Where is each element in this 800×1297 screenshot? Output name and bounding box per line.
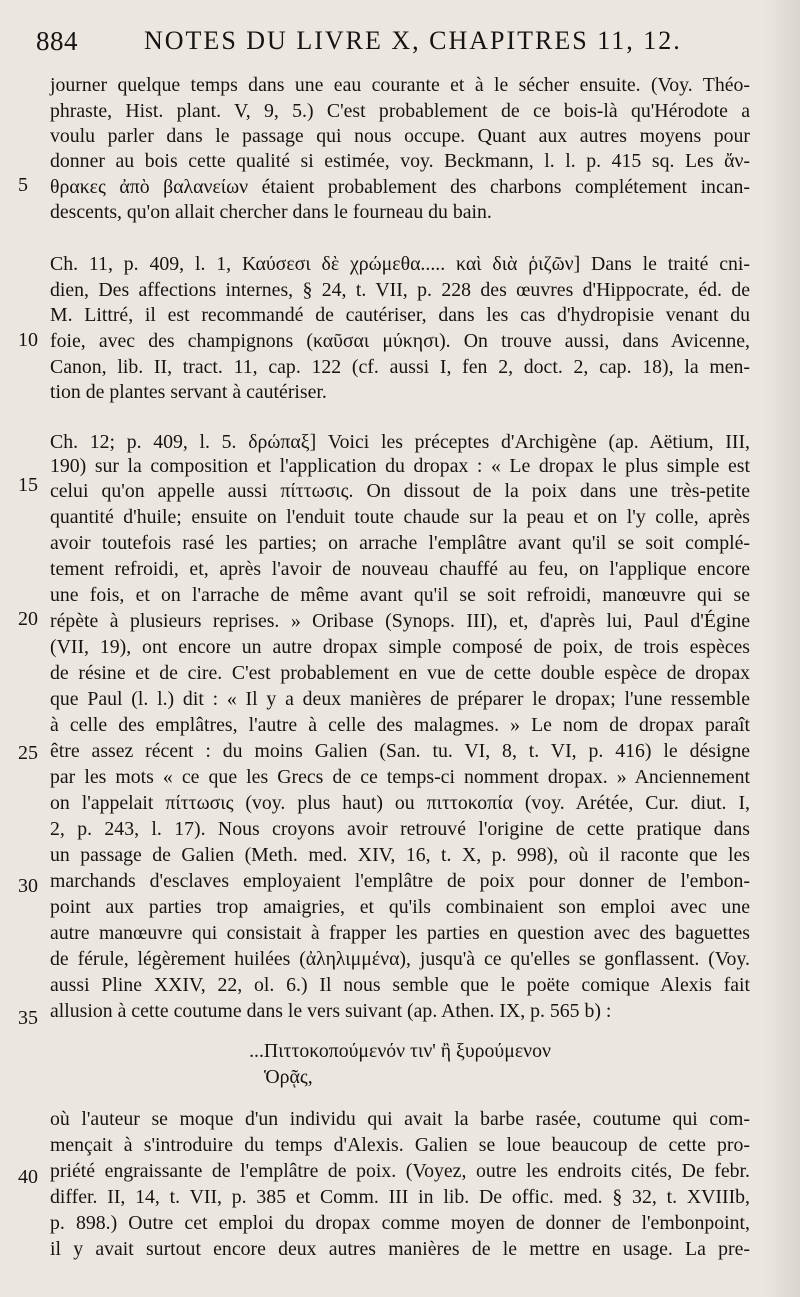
text-line: 2, p. 243, l. 17). Nous croyons avoir retrouvé l'origine de cette pratique dans — [50, 818, 750, 840]
text-line: on l'appelait πίττωσις (voy. plus haut) ou πιττοκοπία (voy. Arétée, Cur. diut. I, — [50, 792, 750, 814]
text-line: de résine et de cire. C'est probablement en vue de cette double espèce de dropax — [50, 662, 750, 684]
text-line: où l'auteur se moque d'un individu qui avait la barbe rasée, coutume qui com- — [50, 1108, 750, 1130]
text-line: aussi Pline XXIV, 22, ol. 6.) Il nous semble que le poëte comique Alexis fait — [50, 974, 750, 996]
verse-line: Ὁρᾷς, — [264, 1066, 313, 1088]
text-line: Ch. 11, p. 409, l. 1, Καύσεσι δὲ χρώμεθα..... καὶ διὰ ῥιζῶν] Dans le traité cni- — [50, 253, 750, 275]
text-line: quantité d'huile; ensuite on l'enduit toute chaude sur la peau et on l'y colle, après — [50, 506, 750, 528]
text-line: phraste, Hist. plant. V, 9, 5.) C'est probablement de ce bois-là qu'Hérodote a — [50, 100, 750, 122]
text-line: p. 898.) Outre cet emploi du dropax comme moyen de donner de l'embonpoint, — [50, 1212, 750, 1234]
line-number: 30 — [18, 875, 38, 897]
text-line: dien, Des affections internes, § 24, t. VII, p. 228 des œuvres d'Hippocrate, éd. de — [50, 279, 750, 301]
text-line: M. Littré, il est recommandé de cautériser, dans les cas d'hydropisie venant du — [50, 304, 750, 326]
line-number: 40 — [18, 1166, 38, 1188]
text-line: de férule, légèrement huilées (ἀληλιμμένα), jusqu'à ce qu'elles se gonflassent. (Voy. — [50, 948, 750, 970]
page-header — [36, 26, 756, 66]
line-number: 5 — [18, 174, 28, 196]
text-line: 190) sur la composition et l'application du dropax : « Le dropax le plus simple est — [50, 455, 750, 477]
text-line: avoir toutefois rasé les parties; on arrache l'emplâtre avant qu'il se soit complé- — [50, 532, 750, 554]
line-number: 25 — [18, 742, 38, 764]
line-number: 35 — [18, 1007, 38, 1029]
text-line: mençait à s'introduire du temps d'Alexis. Galien se loue beaucoup de cette pro- — [50, 1134, 750, 1156]
text-line: autre manœuvre qui consistait à frapper les parties en question avec des baguettes — [50, 922, 750, 944]
text-line: tement refroidi, et, après l'avoir de nouveau chauffé au feu, on l'applique encore — [50, 558, 750, 580]
text-line: par les mots « ce que les Grecs de ce temps-ci nomment dropax. » Anciennement — [50, 766, 750, 788]
text-line: Ch. 12; p. 409, l. 5. δρώπαξ] Voici les préceptes d'Archigène (ap. Aëtium, III, — [50, 431, 750, 453]
text-line: être assez récent : du moins Galien (San. tu. VI, 8, t. VI, p. 416) le désigne — [50, 740, 750, 762]
text-line: point aux parties trop amaigries, et qu'ils combinaient son emploi avec une — [50, 896, 750, 918]
running-title: NOTES DU LIVRE X, CHAPITRES 11, 12. — [144, 26, 682, 55]
line-number: 20 — [18, 608, 38, 630]
line-number: 10 — [18, 329, 38, 351]
text-line: allusion à cette coutume dans le vers suivant (ap. Athen. IX, p. 565 b) : — [50, 1000, 612, 1022]
text-line: un passage de Galien (Meth. med. XIV, 16, t. X, p. 998), où il raconte que les — [50, 844, 750, 866]
text-line: Canon, lib. II, tract. 11, cap. 122 (cf. aussi I, fen 2, doct. 2, cap. 18), la men- — [50, 356, 750, 378]
text-line: à celle des emplâtres, l'autre à celle des malagmes. » Le nom de dropax paraît — [50, 714, 750, 736]
text-line: differ. II, 14, t. VII, p. 385 et Comm. III in lib. De offic. med. § 32, t. XVIIIb, — [50, 1186, 750, 1208]
line-number: 15 — [18, 474, 38, 496]
text-line: donner au bois cette qualité si estimée, voy. Beckmann, l. l. p. 415 sq. Les ἄν- — [50, 150, 750, 172]
page-fold-shadow — [764, 0, 800, 1297]
text-line: voulu parler dans le passage qui nous occupe. Quant aux autres moyens pour — [50, 125, 750, 147]
text-line: il y avait surtout encore deux autres manières de le mettre en usage. La pre- — [50, 1238, 750, 1260]
text-line: θρακες ἀπὸ βαλανείων étaient probablement des charbons complétement incan- — [50, 176, 750, 198]
text-line: une fois, et on l'arrache de même avant qu'il se soit refroidi, manœuvre qui se — [50, 584, 750, 606]
text-line: marchands d'esclaves employaient l'emplâtre de poix pour donner de l'embon- — [50, 870, 750, 892]
text-line: journer quelque temps dans une eau courante et à le sécher ensuite. (Voy. Théo- — [50, 74, 750, 96]
text-line: descents, qu'on allait chercher dans le fourneau du bain. — [50, 201, 492, 223]
text-line: tion de plantes servant à cautériser. — [50, 381, 327, 403]
verse-line: ...Πιττοκοπούμενόν τιν' ἢ ξυρούμενον — [249, 1040, 551, 1062]
text-line: que Paul (l. l.) dit : « Il y a deux manières de préparer le dropax; l'une ressemble — [50, 688, 750, 710]
text-line: foie, avec des champignons (καῦσαι μύκησι). On trouve aussi, dans Avicenne, — [50, 330, 750, 352]
text-line: (VII, 19), ont encore un autre dropax simple composé de poix, de trois espèces — [50, 636, 750, 658]
text-line: répète à plusieurs reprises. » Oribase (Synops. III), et, d'après lui, Paul d'Égine — [50, 610, 750, 632]
page-number: 884 — [36, 26, 78, 56]
text-line: priété engraissante de l'emplâtre de poix. (Voyez, outre les endroits cités, De febr. — [50, 1160, 750, 1182]
text-line: celui qu'on appelle aussi πίττωσις. On dissout de la poix dans une très-petite — [50, 480, 750, 502]
